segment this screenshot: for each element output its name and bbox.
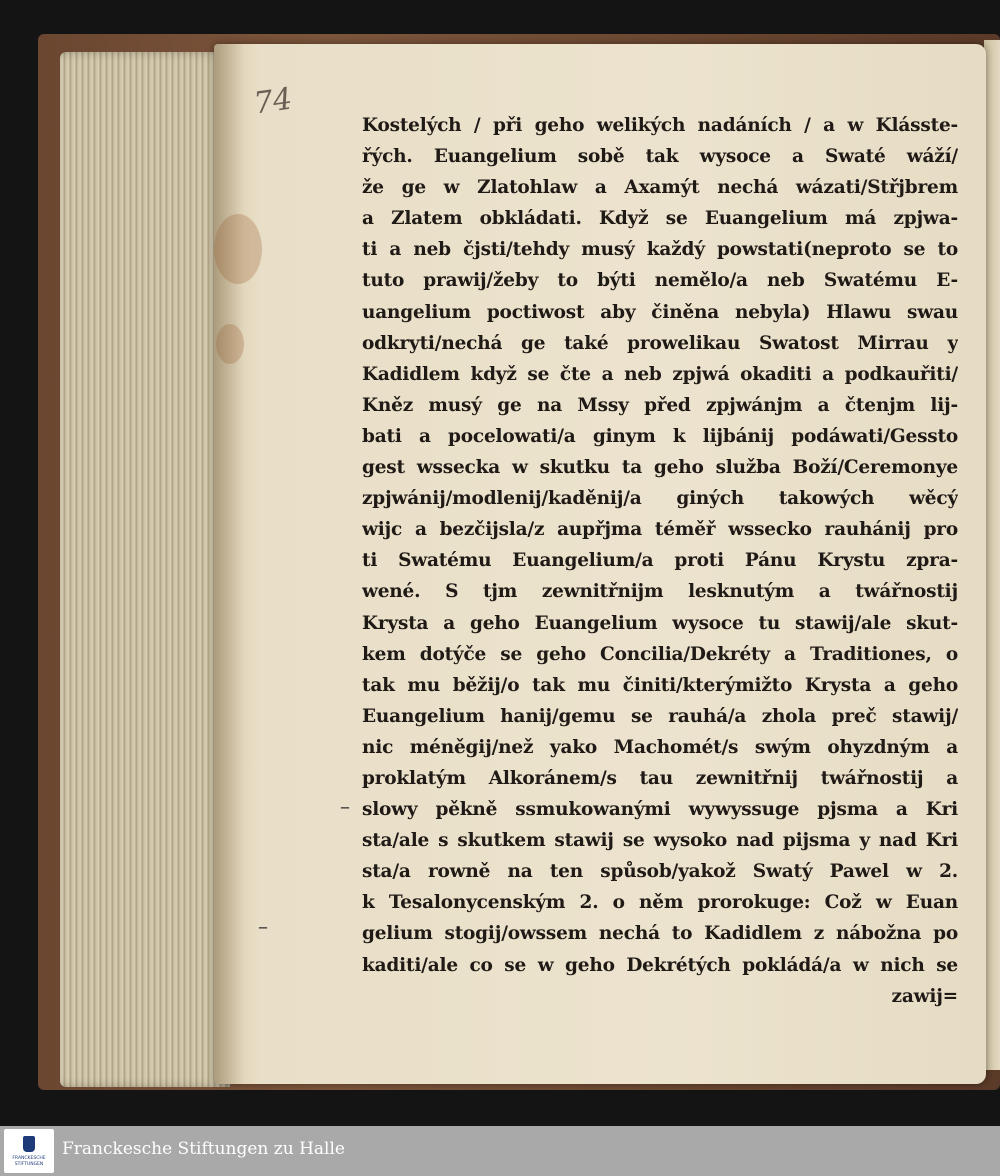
book-page: [214, 44, 986, 1084]
text-line: proklatým Alkoránem/s tau zewnitřnij twářnostij a: [362, 767, 958, 789]
logo-emblem-icon: [23, 1136, 35, 1152]
text-line: Kostelých / při geho welikých nadáních / a w Klásste-: [362, 115, 958, 136]
spine-shadow: [214, 44, 244, 1084]
institution-logo: [4, 1129, 54, 1173]
text-line: gelium stogij/owssem nechá to Kadidlem z nábožna po: [362, 923, 958, 945]
institution-caption: Franckesche Stiftungen zu Halle: [62, 1139, 345, 1159]
page-stain: [216, 324, 244, 364]
text-line: Krysta a geho Euangelium wysoce tu stawij/ale skut-: [362, 612, 958, 634]
text-line: zpjwánij/modlenij/kaděnij/a giných takowých wěcý: [362, 488, 958, 510]
logo-text: FRANCKESCHE STIFTUNGEN: [12, 1156, 46, 1167]
text-line: tuto prawij/žeby to býti nemělo/a neb Swatému E-: [362, 270, 958, 292]
page-stain: [214, 214, 262, 284]
page-block-edge: [60, 52, 230, 1087]
footer-bar: [0, 1126, 1000, 1176]
margin-mark: –: [340, 794, 350, 818]
text-line: kem dotýče se geho Concilia/Dekréty a Traditiones, o: [362, 643, 958, 665]
text-line: wijc a bezčijsla/z aupřjma téměř wssecko rauhánij pro: [362, 519, 958, 541]
text-line: slowy pěkně ssmukowanými wywyssuge pjsma a Kri: [362, 799, 958, 821]
text-line: Kněz musý ge na Mssy před zpjwánjm a čtenjm lij-: [362, 394, 958, 416]
text-line: wené. S tjm zewnitřnijm lesknutým a twářnostij: [362, 581, 958, 603]
text-line: gest wssecka w skutku ta geho služba Boží/Ceremonye: [362, 457, 958, 479]
text-line: uangelium poctiwost aby činěna nebyla) Hlawu swau: [362, 301, 958, 323]
right-leaf-edge: [984, 40, 1000, 1070]
text-line: kaditi/ale co se w geho Dekrétých pokládá/a w nich se: [362, 954, 958, 976]
text-line: tak mu běžij/o tak mu činiti/kterýmižto Krysta a geho: [362, 674, 958, 696]
folio-mark: 74: [251, 81, 295, 122]
text-line: a Zlatem obkládati. Když se Euangelium má zpjwa-: [362, 208, 958, 230]
page-text: [362, 110, 958, 1012]
text-line: odkryti/nechá ge také prowelikau Swatost Mirrau y: [362, 332, 958, 354]
text-line: bati a pocelowati/a ginym k lijbánij podáwati/Gessto: [362, 425, 958, 447]
text-line: sta/a rowně na ten spůsob/yakož Swatý Pawel w 2.: [362, 861, 958, 883]
catchword: zawij=: [891, 985, 958, 1007]
text-line: nic méněgij/než yako Machomét/s swým ohyzdným a: [362, 736, 958, 758]
text-line: Euangelium hanij/gemu se rauhá/a zhola preč stawij/: [362, 705, 958, 727]
text-line: ti a neb čjsti/tehdy musý každý powstati(neproto se to: [362, 239, 958, 261]
text-line: že ge w Zlatohlaw a Axamýt nechá wázati/Střjbrem: [362, 177, 958, 199]
text-line: řých. Euangelium sobě tak wysoce a Swaté wáží/: [362, 146, 958, 168]
margin-mark: –: [258, 914, 268, 938]
text-line: sta/ale s skutkem stawij se wysoko nad pijsma y nad Kri: [362, 830, 958, 852]
text-line: k Tesalonycenským 2. o něm prorokuge: Což w Euan: [362, 892, 958, 914]
text-line: ti Swatému Euangelium/a proti Pánu Krystu zpra-: [362, 550, 958, 572]
text-line: Kadidlem když se čte a neb zpjwá okaditi a podkauřiti/: [362, 363, 958, 385]
